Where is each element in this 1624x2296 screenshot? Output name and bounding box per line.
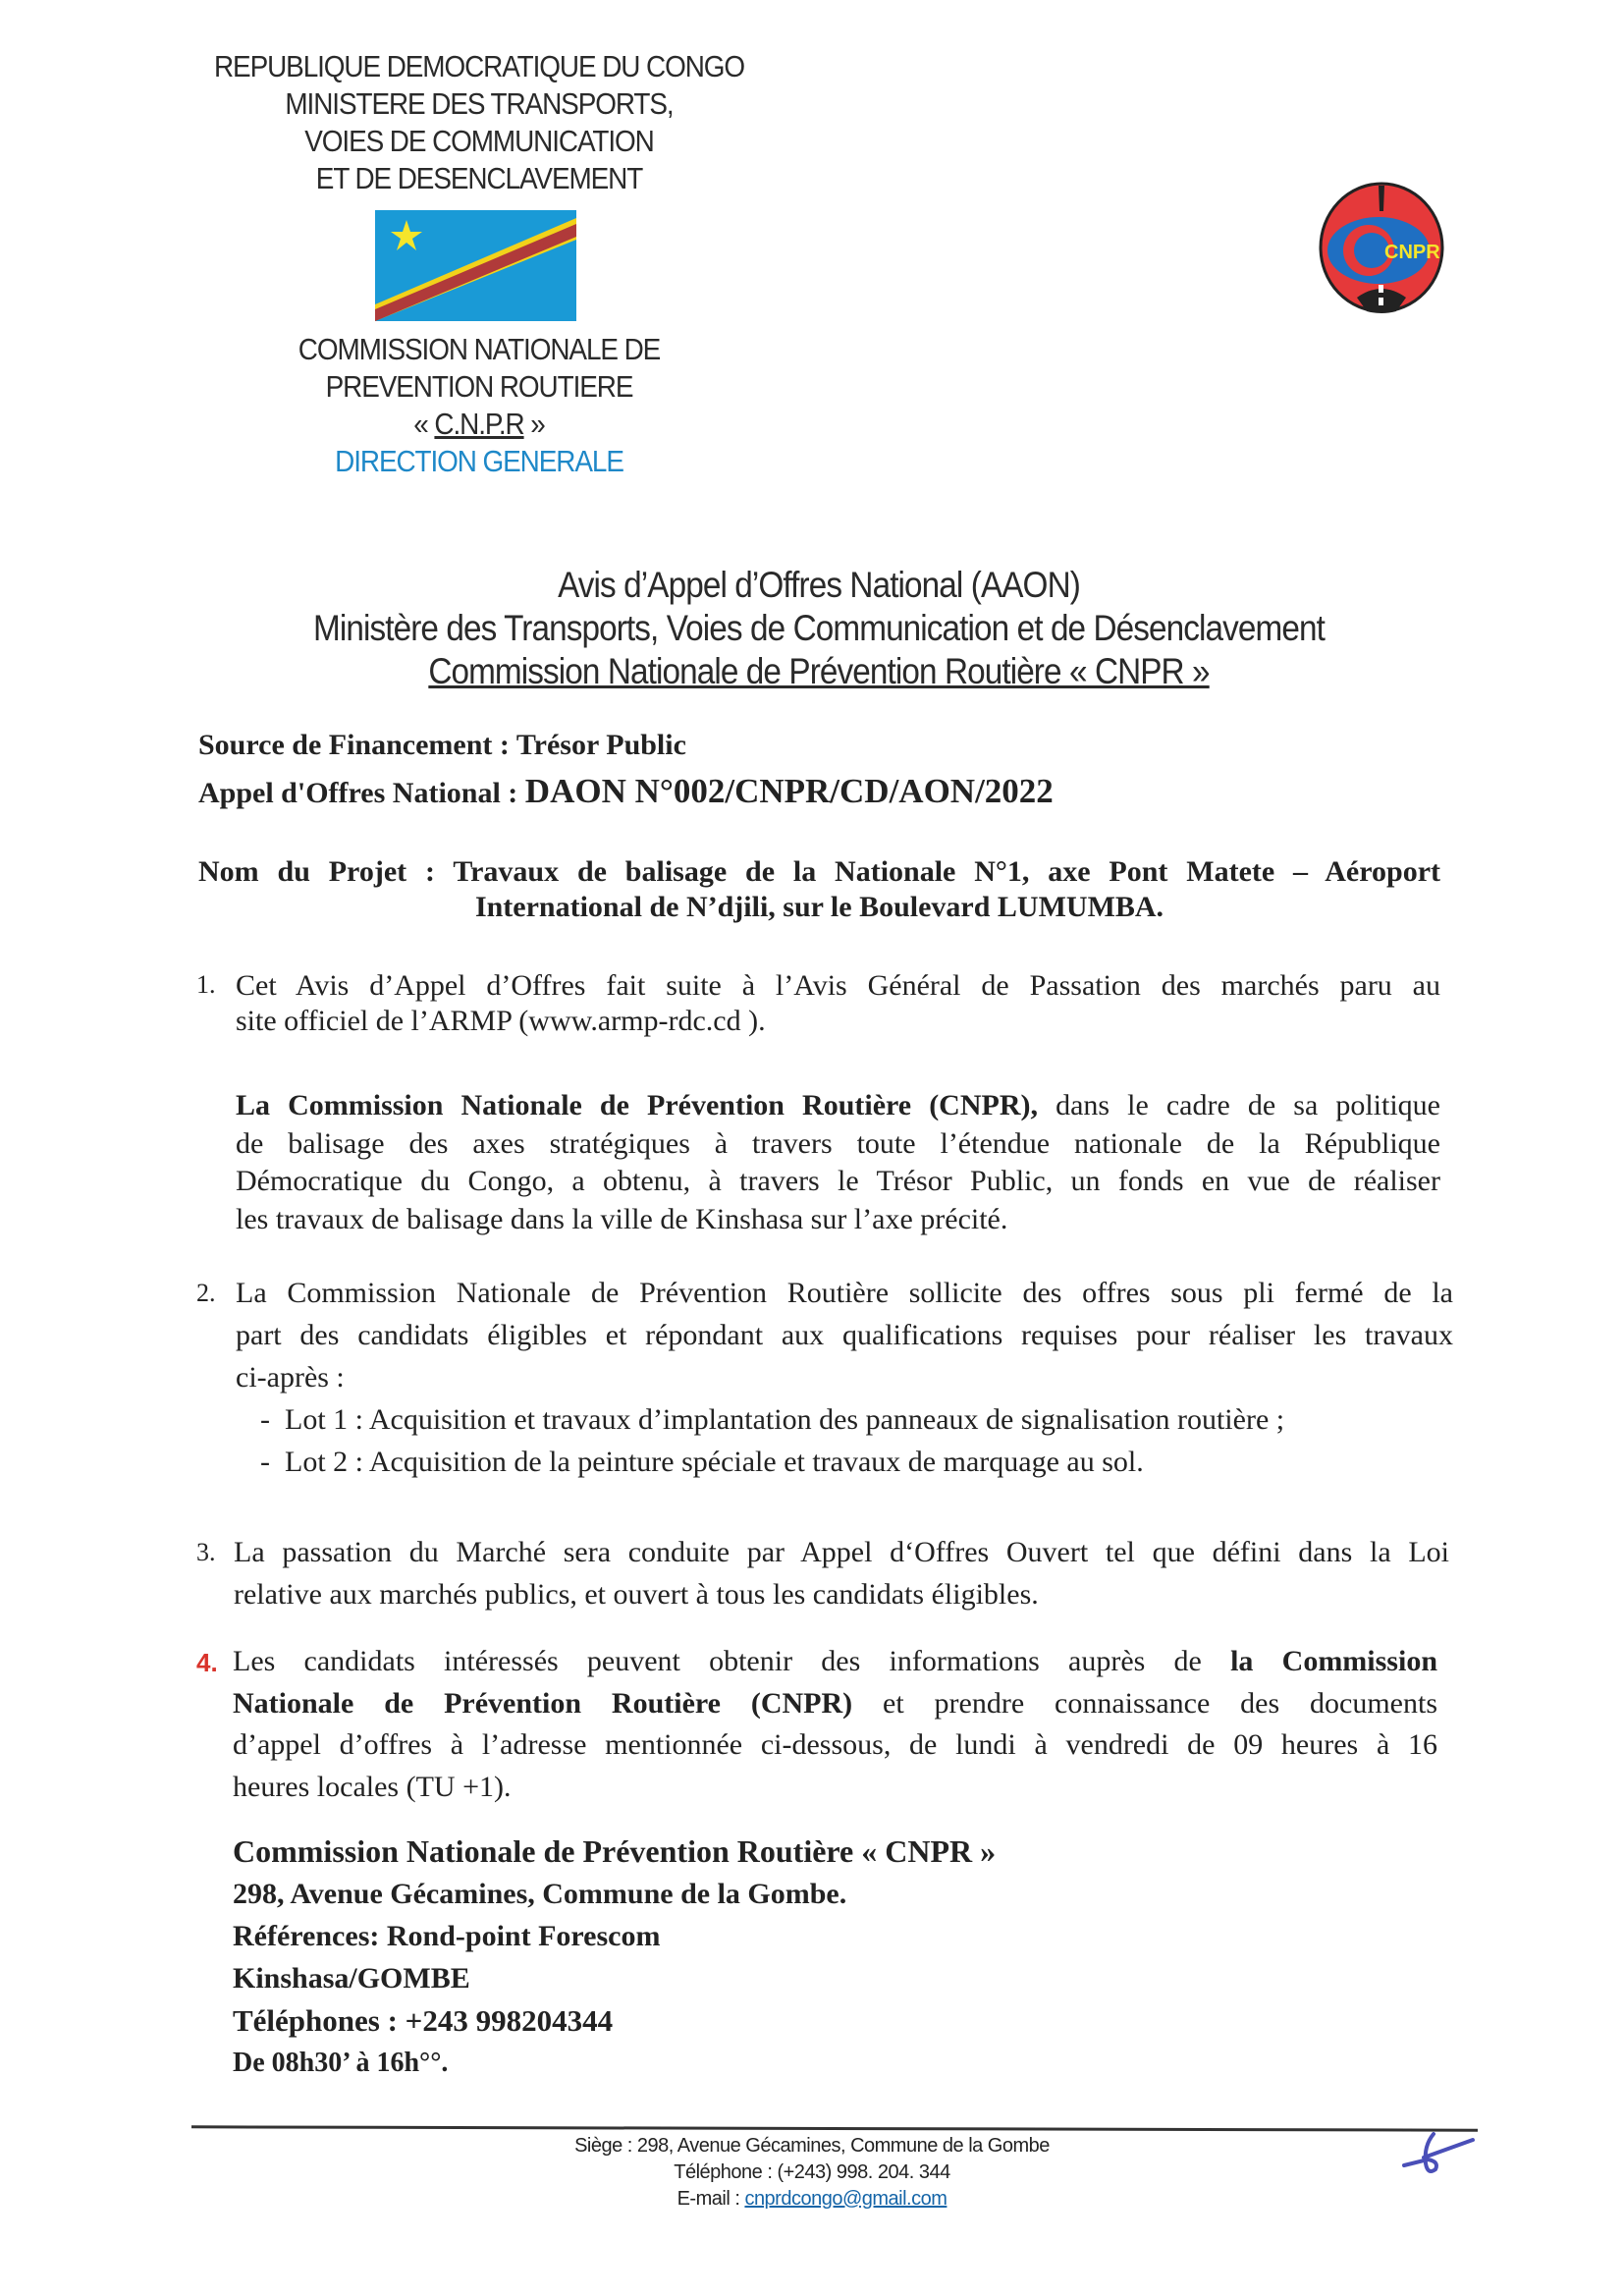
- armp-link[interactable]: www.armp-rdc.cd: [528, 1005, 741, 1037]
- item-number: 3.: [196, 1538, 216, 1566]
- cnpr-acronym: « C.N.P.R »: [413, 407, 545, 441]
- svg-text:CNPR: CNPR: [1384, 242, 1440, 263]
- footer-telephone: Téléphone : (+243) 998. 204. 344: [674, 2161, 950, 2183]
- letterhead-ministry: [135, 48, 823, 197]
- item-number: 4.: [196, 1648, 218, 1677]
- letterhead-commission: [135, 331, 823, 480]
- footer: [419, 2133, 1205, 2213]
- tender-reference: Appel d'Offres National : DAON N°002/CNPR/CD/AON/2022: [198, 772, 1054, 810]
- notice-title: [132, 564, 1506, 693]
- title-line-2: Ministère des Transports, Voies de Communication et de Désenclavement: [313, 608, 1325, 648]
- direction-generale: DIRECTION GENERALE: [335, 444, 623, 478]
- letterhead-line: REPUBLIQUE DEMOCRATIQUE DU CONGO: [213, 49, 745, 83]
- drc-flag-icon: [375, 210, 576, 321]
- lot-item: - Lot 1 : Acquisition et travaux d’implantation des panneaux de signalisation routière ;: [260, 1403, 1285, 1436]
- project-name: Nom du Projet : Travaux de balisage de la Nationale N°1, axe Pont Matete – Aéroport International de N’djili, sur le Boulevard LUMUMBA.: [198, 855, 1441, 923]
- footer-siege: Siège : 298, Avenue Gécamines, Commune de la Gombe: [574, 2135, 1050, 2157]
- title-line-3: Commission Nationale de Prévention Routière « CNPR »: [428, 651, 1210, 691]
- item-1: Cet Avis d’Appel d’Offres fait suite à l’Avis Général de Passation des marchés paru au site officiel de l’ARMP (www.armp-rdc.cd ).: [236, 969, 1440, 1037]
- item-2: La Commission Nationale de Prévention Routière sollicite des offres sous pli fermé de la part des candidats éligibles et répondant aux qualifications requises pour réaliser les travaux ci-après : - Lot 1 : Acquisition et travaux d’implantation des panneaux de signalisation routière ; - Lot 2 : Acquisition de la peinture spéciale et travaux de marquage au sol.: [236, 1272, 1453, 1483]
- title-line-1: Avis d’Appel d’Offres National (AAON): [558, 565, 1080, 605]
- item-4: Les candidats intéressés peuvent obtenir des informations auprès de la Commission Nationale de Prévention Routière (CNPR) et prendre connaissance des documents d’appel d’offres à l’adresse mentionnée ci-dessous, de lundi à vendredi de 09 heures à 16 heures locales (TU +1).: [233, 1645, 1438, 1803]
- letterhead-line: ET DE DESENCLAVEMENT: [315, 161, 643, 195]
- handwritten-page-mark-icon: [1394, 2126, 1478, 2180]
- lot-item: - Lot 2 : Acquisition de la peinture spéciale et travaux de marquage au sol.: [260, 1446, 1144, 1478]
- item-number: 1.: [196, 970, 216, 999]
- cnpr-logo-icon: [1318, 182, 1445, 314]
- letterhead-line: VOIES DE COMMUNICATION: [304, 124, 654, 158]
- item-number: 2.: [196, 1279, 216, 1307]
- contact-address: Commission Nationale de Prévention Routière « CNPR » 298, Avenue Gécamines, Commune de la Gombe. Références: Rond-point Forescom Kinshasa/GOMBE Téléphones : +243 998204344 De 08h30’ à 16h°°.: [233, 1833, 997, 2078]
- letterhead-line: MINISTERE DES TRANSPORTS,: [285, 86, 674, 121]
- letterhead-line: PREVENTION ROUTIERE: [325, 369, 633, 404]
- letterhead-line: COMMISSION NATIONALE DE: [298, 332, 661, 366]
- item-3: La passation du Marché sera conduite par Appel d‘Offres Ouvert tel que défini dans la Loi relative aux marchés publics, et ouvert à tous les candidats éligibles.: [234, 1536, 1449, 1611]
- footer-divider: [191, 2125, 1478, 2131]
- email-link[interactable]: cnprdcongo@gmail.com: [744, 2188, 947, 2210]
- cnpr-paragraph: La Commission Nationale de Prévention Routière (CNPR), dans le cadre de sa politique de balisage des axes stratégiques à travers toute l’étendue nationale de la République Démocratique du Congo, a obtenu, à travers le Trésor Public, un fonds en vue de réaliser les travaux de balisage dans la ville de Kinshasa sur l’axe précité.: [236, 1089, 1440, 1235]
- footer-email: E-mail : cnprdcongo@gmail.com: [677, 2188, 947, 2210]
- financing-source: Source de Financement : Trésor Public: [198, 729, 686, 761]
